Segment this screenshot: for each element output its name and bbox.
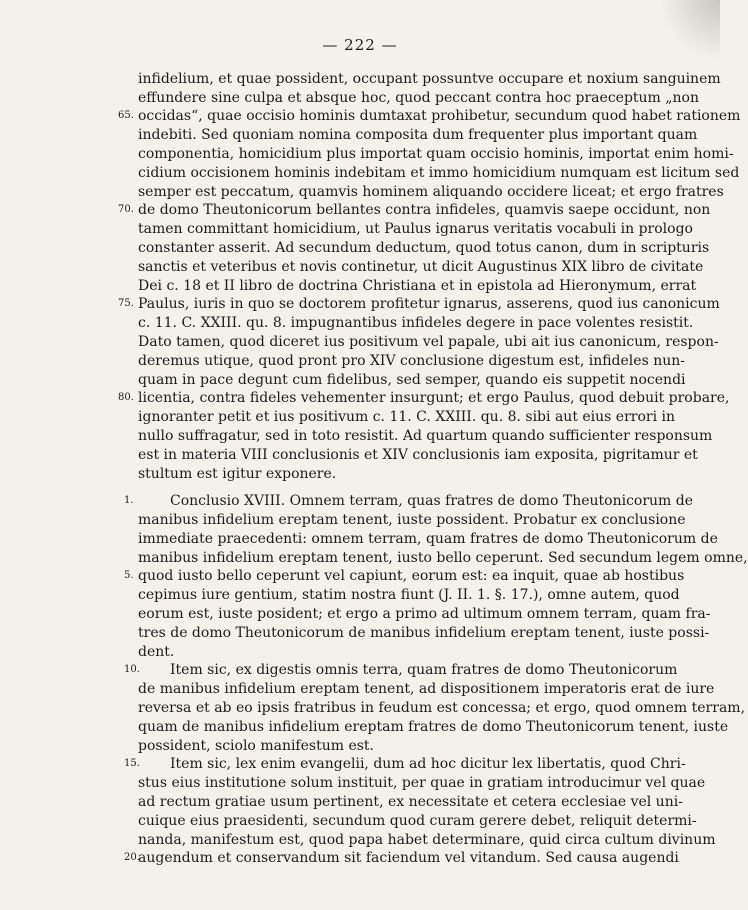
text-line: cidium occisionem hominis indebitam et immo homicidium numquam est licitum sed <box>138 165 740 181</box>
line-number: 65. <box>118 110 134 121</box>
text-line: sanctis et veteribus et novis continetur, ut dicit Augustinus XIX libro de civitate <box>138 259 704 275</box>
text-line: Paulus, iuris in quo se doctorem profitetur ignarus, asserens, quod ius canonicum <box>138 296 720 312</box>
line-number: 5. <box>124 570 134 581</box>
text-line: quam de manibus infidelium ereptam fratres de domo Theutonicorum tenent, iuste <box>138 719 729 735</box>
line-number: 20. <box>124 852 140 863</box>
text-line: indebiti. Sed quoniam nomina composita dum frequenter plus important quam <box>138 127 698 143</box>
line-number: 75. <box>118 298 134 309</box>
text-line: occidas“, quae occisio hominis dumtaxat prohibetur, secundum quod habet rationem <box>138 108 741 124</box>
text-line: constanter asserit. Ad secundum deductum, quod totus canon, dum in scripturis <box>138 240 710 256</box>
text-line: cuique eius praesidenti, secundum quod curam gerere debet, reliquit determi- <box>138 813 697 829</box>
text-line: Dato tamen, quod diceret ius positivum vel papale, ubi ait ius canonicum, respon- <box>138 334 719 350</box>
text-line: stultum est igitur exponere. <box>138 466 337 482</box>
text-line: cepimus iure gentium, statim nostra fiunt (J. II. 1. §. 17.), omne autem, quod <box>138 587 680 603</box>
text-line: componentia, homicidium plus importat quam occisio hominis, importat enim homi- <box>138 146 734 162</box>
text-line: c. 11. C. XXIII. qu. 8. impugnantibus infideles degere in pace volentes resistit. <box>138 315 694 331</box>
text-line: ad rectum gratiae usum pertinent, ex necessitate et cetera ecclesiae vel uni- <box>138 794 683 810</box>
text-line: nullo suffragatur, sed in toto resistit. Ad quartum quando sufficienter responsum <box>138 428 713 444</box>
text-line: Item sic, ex digestis omnis terra, quam fratres de domo Theutonicorum <box>170 662 678 678</box>
text-line: eorum est, iuste posident; et ergo a primo ad ultimum omnem terram, quam fra- <box>138 606 711 622</box>
text-line: nanda, manifestum est, quod papa habet determinare, quid circa cultum divinum <box>138 832 716 848</box>
text-line: Item sic, lex enim evangelii, dum ad hoc dicitur lex libertatis, quod Chri- <box>170 756 686 772</box>
text-line: augendum et conservandum sit faciendum vel vitandum. Sed causa augendi <box>138 850 679 866</box>
text-line: semper est peccatum, quamvis hominem aliquando occidere liceat; et ergo fratres <box>138 184 724 200</box>
text-line: licentia, contra fideles vehementer insurgunt; et ergo Paulus, quod debuit probare, <box>138 390 730 406</box>
line-number: 70. <box>118 204 134 215</box>
line-number: 10. <box>124 664 140 675</box>
text-line: de domo Theutonicorum bellantes contra infideles, quamvis saepe occidunt, non <box>138 202 711 218</box>
text-line: possident, sciolo manifestum est. <box>138 738 374 754</box>
text-line: manibus infidelium ereptam tenent, iuste possident. Probatur ex conclusione <box>138 512 686 528</box>
conclusio-heading-line: Conclusio XVIII. Omnem terram, quas fratres de domo Theutonicorum de <box>170 493 694 509</box>
page-number: — 222 — <box>322 36 398 54</box>
text-line: reversa et ab eo ipsis fratribus in feudum est concessa; et ergo, quod omnem terram, <box>138 700 746 716</box>
text-line: quod iusto bello ceperunt vel capiunt, eorum est: ea inquit, quae ab hostibus <box>138 568 685 584</box>
text-line: stus eius institutione solum instituit, per quae in gratiam introducimur vel quae <box>138 775 706 791</box>
line-number: 1. <box>124 495 134 506</box>
text-line: deremus utique, quod pront pro XIV conclusione digestum est, infideles nun- <box>138 353 685 369</box>
text-line: Dei c. 18 et II libro de doctrina Christiana et in epistola ad Hieronymum, errat <box>138 278 697 294</box>
text-line: est in materia VIII conclusionis et XIV conclusionis iam exposita, pigritamur et <box>138 447 698 463</box>
text-line: tamen committant homicidium, ut Paulus ignarus veritatis vocabuli in prologo <box>138 221 693 237</box>
line-number: 15. <box>124 758 140 769</box>
text-line: manibus infidelium ereptam tenent, iusto bello ceperunt. Sed secundum legem omne, <box>138 550 748 566</box>
line-number: 80. <box>118 392 134 403</box>
text-line: ignoranter petit et ius positivum c. 11. C. XXIII. qu. 8. sibi aut eius errori in <box>138 409 676 425</box>
text-line: dent. <box>138 644 175 660</box>
text-line: effundere sine culpa et absque hoc, quod peccant contra hoc praeceptum „non <box>138 90 699 106</box>
text-line: tres de domo Theutonicorum de manibus infidelium ereptam tenent, iuste possi- <box>138 625 710 641</box>
text-line: quam in pace degunt cum fidelibus, sed semper, quando eis suppetit nocendi <box>138 372 686 388</box>
text-line: immediate praecedenti: omnem terram, quam fratres de domo Theutonicorum de <box>138 531 718 547</box>
text-line: de manibus infidelium ereptam tenent, ad dispositionem imperatoris erat de iure <box>138 681 715 697</box>
text-line: infidelium, et quae possident, occupant possuntve occupare et noxium sanguinem <box>138 71 721 87</box>
